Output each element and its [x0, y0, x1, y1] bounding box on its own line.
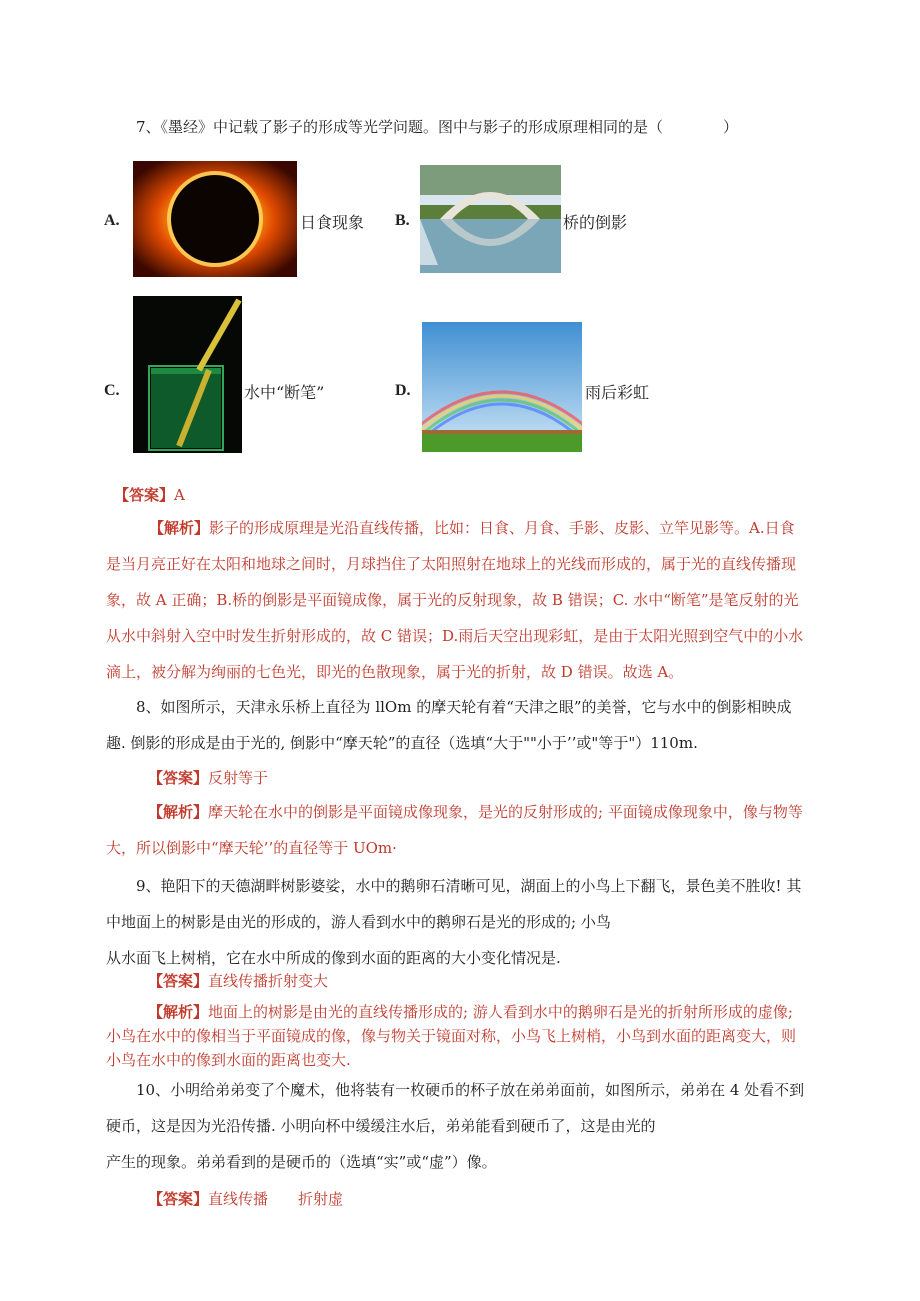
q10-answer-label: 【答案】 [148, 1190, 209, 1208]
q7-analysis-line-4: 从水中斜射入空中时发生折射形成的，故 C 错误；D.雨后天空出现彩虹，是由于太阳光照到空气中的小水 [106, 627, 804, 645]
q7-analysis-line-1: 影子的形成原理是光沿直线传播，比如：日食、月食、手影、皮影、立竿见影等。A.日食 [209, 519, 795, 537]
q9-answer-value: 直线传播折射变大 [208, 972, 329, 990]
q9-answer-label: 【答案】 [148, 972, 209, 990]
q7-answer-label: 【答案】 [114, 486, 175, 504]
q7-stem: 7、《墨经》中记载了影子的形成等光学问题。图中与影子的形成原理相同的是（ ） [136, 118, 739, 136]
q9-analysis-line-3: 小鸟在水中的像到水面的距离也变大. [106, 1051, 351, 1069]
q7-analysis-line-3: 象，故 A 正确；B.桥的倒影是平面镜成像，属于光的反射现象，故 B 错误；C. 水中“断笔”是笔反射的光 [106, 591, 799, 609]
q9-analysis-label: 【解析】 [148, 1003, 209, 1021]
q7-option-a-letter: A. [104, 212, 120, 229]
q10-stem [106, 1072, 804, 1180]
q7-analysis [106, 510, 803, 690]
q7-option-c-caption: 水中“断笔” [244, 383, 325, 402]
rainbow-photo [422, 322, 582, 452]
q7-option-c-letter: C. [104, 382, 120, 399]
q10-line-1: 10、小明给弟弟变了个魔术，他将装有一枚硬币的杯子放在弟弟面前，如图所示，弟弟在 4 处看不到 [136, 1081, 805, 1099]
q7-analysis-label: 【解析】 [149, 519, 210, 537]
q8-line-1: 8、如图所示，天津永乐桥上直径为 llOm 的摩天轮有着“天津之眼”的美誉，它与水中的倒影相映成 [136, 698, 792, 716]
q9-answer [148, 970, 328, 991]
q9-analysis [106, 1000, 796, 1072]
q7-answer-value: A [174, 486, 185, 504]
q9-stem [106, 868, 801, 976]
q8-line-2: 趣. 倒影的形成是由于光的, 倒影中“摩天轮”的直径（选填“大于""小于’’或"等于"）110m. [106, 734, 698, 752]
q7-answer [114, 484, 185, 505]
q8-stem [106, 689, 792, 761]
q7-option-d-caption: 雨后彩虹 [585, 383, 650, 402]
q9-analysis-line-2: 小鸟在水中的像相当于平面镜成的像，像与物关于镜面对称，小鸟飞上树梢，小鸟到水面的距离变大，则 [106, 1027, 797, 1045]
q8-analysis-label: 【解析】 [148, 803, 209, 821]
q8-analysis-line-1: 摩天轮在水中的倒影是平面镜成像现象，是光的反射形成的; 平面镜成像现象中，像与物等 [208, 803, 803, 821]
q7-option-b-letter: B. [395, 212, 410, 229]
q10-answer [148, 1188, 343, 1209]
q9-line-2: 中地面上的树影是由光的形成的，游人看到水中的鹅卵石是光的形成的; 小鸟 [106, 913, 611, 931]
q7-analysis-line-2: 是当月亮正好在太阳和地球之间时，月球挡住了太阳照射在地球上的光线而形成的，属于光的直线传播现 [106, 555, 797, 573]
q7-option-d-letter: D. [395, 382, 411, 399]
q10-answer-value: 直线传播 折射虚 [208, 1190, 344, 1208]
pen-in-water-photo [133, 296, 242, 453]
q8-answer-label: 【答案】 [148, 769, 209, 787]
q9-line-3: 从水面飞上树梢，它在水中所成的像到水面的距离的大小变化情况是. [106, 949, 561, 967]
q8-analysis [106, 794, 803, 866]
q8-answer-value: 反射等于 [208, 769, 269, 787]
q10-line-2: 硬币，这是因为光沿传播. 小明向杯中缓缓注水后，弟弟能看到硬币了，这是由光的 [106, 1117, 656, 1135]
q7-option-a-caption: 日食现象 [300, 213, 365, 232]
q7-option-b-caption: 桥的倒影 [563, 213, 628, 232]
q8-analysis-line-2: 大，所以倒影中“摩天轮’’的直径等于 UOm· [106, 839, 397, 857]
solar-eclipse-photo [133, 161, 297, 277]
q10-line-3: 产生的现象。弟弟看到的是硬币的（选填“实”或“虚”）像。 [106, 1153, 497, 1171]
q7-analysis-line-5: 滴上，被分解为绚丽的七色光，即光的色散现象，属于光的折射，故 D 错误。故选 A。 [106, 663, 684, 681]
q9-line-1: 9、艳阳下的天德湖畔树影婆娑，水中的鹅卵石清晰可见，湖面上的小鸟上下翻飞，景色美不胜收! 其 [136, 877, 802, 895]
q9-analysis-line-1: 地面上的树影是由光的直线传播形成的; 游人看到水中的鹅卵石是光的折射所形成的虚像; [208, 1003, 793, 1021]
bridge-reflection-photo [420, 165, 561, 273]
q8-answer [148, 767, 268, 788]
